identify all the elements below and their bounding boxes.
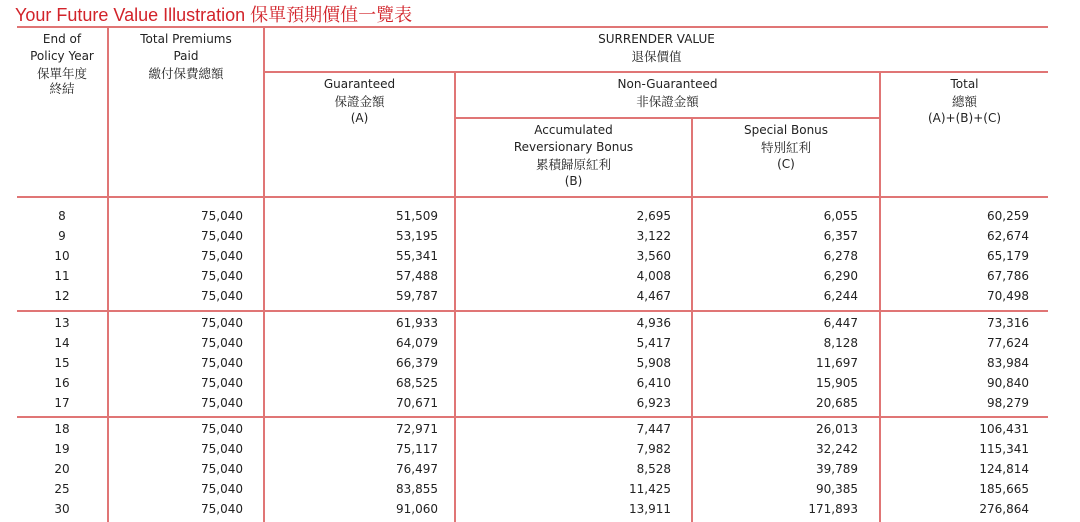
- cell-premiums: 75,040: [201, 502, 243, 516]
- table-row: [17, 459, 1048, 479]
- cell-accumulated: 4,008: [636, 269, 671, 283]
- cell-year: 11: [54, 269, 70, 283]
- cell-total: 90,840: [987, 376, 1029, 390]
- cell-year: 14: [54, 336, 70, 350]
- cell-guaranteed: 70,671: [396, 396, 438, 410]
- non-guaranteed-divider: [454, 117, 879, 119]
- table-row: [17, 439, 1048, 459]
- cell-premiums: 75,040: [201, 209, 243, 223]
- cell-total: 124,814: [979, 462, 1029, 476]
- cell-special: 32,242: [816, 442, 858, 456]
- cell-special: 8,128: [823, 336, 858, 350]
- cell-accumulated: 7,447: [636, 422, 671, 436]
- cell-accumulated: 3,560: [636, 249, 671, 263]
- header-surrender-value: SURRENDER VALUE 退保價值: [598, 32, 715, 64]
- header-total: Total 總額 (A)+(B)+(C): [927, 77, 1002, 125]
- cell-premiums: 75,040: [201, 396, 243, 410]
- cell-total: 73,316: [987, 316, 1029, 330]
- cell-accumulated: 4,467: [636, 289, 671, 303]
- header-non-guaranteed: Non-Guaranteed 非保證金額: [617, 77, 718, 109]
- cell-accumulated: 3,122: [636, 229, 671, 243]
- cell-special: 6,244: [823, 289, 858, 303]
- cell-premiums: 75,040: [201, 422, 243, 436]
- cell-premiums: 75,040: [201, 376, 243, 390]
- cell-guaranteed: 76,497: [396, 462, 438, 476]
- cell-guaranteed: 72,971: [396, 422, 438, 436]
- cell-premiums: 75,040: [201, 229, 243, 243]
- header-accumulated-bonus: Accumulated Reversionary Bonus 累積歸原紅利 (B): [513, 123, 634, 188]
- table-row: [17, 373, 1048, 393]
- cell-year: 30: [54, 502, 70, 516]
- cell-year: 8: [58, 209, 66, 223]
- table-row: [17, 479, 1048, 499]
- cell-special: 26,013: [816, 422, 858, 436]
- cell-year: 17: [54, 396, 70, 410]
- cell-accumulated: 8,528: [636, 462, 671, 476]
- cell-guaranteed: 66,379: [396, 356, 438, 370]
- cell-total: 77,624: [987, 336, 1029, 350]
- cell-guaranteed: 83,855: [396, 482, 438, 496]
- table-row: [17, 313, 1048, 333]
- cell-total: 62,674: [987, 229, 1029, 243]
- header-bottom-border: [17, 196, 1048, 198]
- cell-year: 18: [54, 422, 70, 436]
- cell-premiums: 75,040: [201, 249, 243, 263]
- header-policy-year: End of Policy Year 保單年度 終結: [30, 32, 94, 96]
- cell-guaranteed: 55,341: [396, 249, 438, 263]
- cell-total: 276,864: [979, 502, 1029, 516]
- cell-year: 9: [58, 229, 66, 243]
- table-row: [17, 419, 1048, 439]
- group-divider-1: [17, 310, 1048, 312]
- cell-accumulated: 13,911: [629, 502, 671, 516]
- cell-accumulated: 5,908: [636, 356, 671, 370]
- page-title: Your Future Value Illustration 保單預期價值一覽表: [15, 5, 413, 25]
- cell-total: 106,431: [979, 422, 1029, 436]
- table-row: [17, 333, 1048, 353]
- header-guaranteed: Guaranteed 保證金額 (A): [323, 77, 396, 125]
- cell-guaranteed: 59,787: [396, 289, 438, 303]
- table-top-border: [17, 26, 1048, 28]
- cell-year: 19: [54, 442, 70, 456]
- cell-premiums: 75,040: [201, 289, 243, 303]
- cell-special: 6,278: [823, 249, 858, 263]
- cell-special: 171,893: [808, 502, 858, 516]
- cell-accumulated: 7,982: [636, 442, 671, 456]
- cell-premiums: 75,040: [201, 482, 243, 496]
- surrender-divider: [263, 71, 1048, 73]
- cell-accumulated: 2,695: [636, 209, 671, 223]
- table-row: [17, 206, 1048, 226]
- table-row: [17, 246, 1048, 266]
- cell-special: 6,447: [823, 316, 858, 330]
- cell-guaranteed: 75,117: [396, 442, 438, 456]
- cell-total: 185,665: [979, 482, 1029, 496]
- cell-guaranteed: 51,509: [396, 209, 438, 223]
- cell-accumulated: 6,923: [636, 396, 671, 410]
- cell-premiums: 75,040: [201, 269, 243, 283]
- cell-guaranteed: 68,525: [396, 376, 438, 390]
- cell-special: 6,055: [823, 209, 858, 223]
- cell-special: 6,290: [823, 269, 858, 283]
- cell-accumulated: 5,417: [636, 336, 671, 350]
- table-row: [17, 266, 1048, 286]
- cell-year: 10: [54, 249, 70, 263]
- header-total-premiums: Total Premiums Paid 繳付保費總額: [140, 32, 232, 81]
- cell-guaranteed: 53,195: [396, 229, 438, 243]
- cell-special: 15,905: [816, 376, 858, 390]
- cell-year: 15: [54, 356, 70, 370]
- cell-total: 67,786: [987, 269, 1029, 283]
- cell-accumulated: 4,936: [636, 316, 671, 330]
- table-row: [17, 286, 1048, 306]
- cell-guaranteed: 64,079: [396, 336, 438, 350]
- cell-year: 25: [54, 482, 70, 496]
- cell-year: 12: [54, 289, 70, 303]
- cell-year: 16: [54, 376, 70, 390]
- cell-year: 20: [54, 462, 70, 476]
- cell-total: 60,259: [987, 209, 1029, 223]
- cell-total: 70,498: [987, 289, 1029, 303]
- table-row: [17, 393, 1048, 413]
- cell-premiums: 75,040: [201, 356, 243, 370]
- cell-premiums: 75,040: [201, 336, 243, 350]
- cell-year: 13: [54, 316, 70, 330]
- cell-total: 115,341: [979, 442, 1029, 456]
- cell-guaranteed: 91,060: [396, 502, 438, 516]
- header-special-bonus: Special Bonus 特別紅利 (C): [743, 123, 829, 171]
- cell-special: 6,357: [823, 229, 858, 243]
- cell-special: 20,685: [816, 396, 858, 410]
- cell-accumulated: 11,425: [629, 482, 671, 496]
- cell-premiums: 75,040: [201, 462, 243, 476]
- cell-total: 83,984: [987, 356, 1029, 370]
- cell-total: 65,179: [987, 249, 1029, 263]
- cell-premiums: 75,040: [201, 442, 243, 456]
- future-value-table: [17, 26, 1048, 522]
- table-row: [17, 353, 1048, 373]
- table-row: [17, 226, 1048, 246]
- cell-guaranteed: 61,933: [396, 316, 438, 330]
- cell-premiums: 75,040: [201, 316, 243, 330]
- group-divider-2: [17, 416, 1048, 418]
- cell-special: 90,385: [816, 482, 858, 496]
- cell-total: 98,279: [987, 396, 1029, 410]
- cell-special: 39,789: [816, 462, 858, 476]
- cell-accumulated: 6,410: [636, 376, 671, 390]
- cell-guaranteed: 57,488: [396, 269, 438, 283]
- cell-special: 11,697: [816, 356, 858, 370]
- table-row: [17, 499, 1048, 519]
